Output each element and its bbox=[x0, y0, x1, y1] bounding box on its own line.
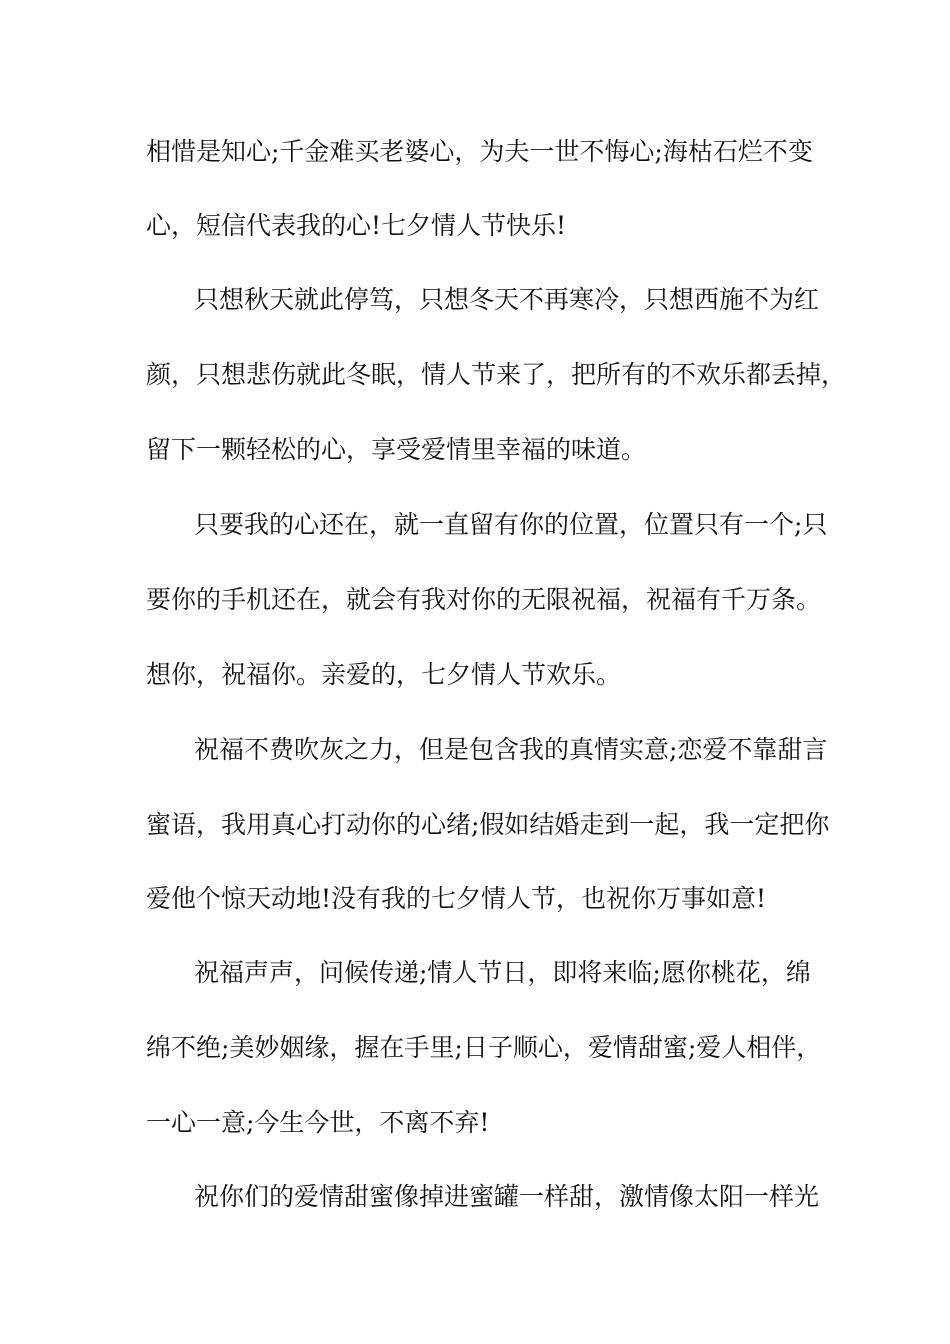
text-line: 想你，祝福你。亲爱的，七夕情人节欢乐。 bbox=[146, 660, 622, 689]
paragraph-start-line: 祝你们的爱情甜蜜像掉进蜜罐一样甜，激情像太阳一样光 bbox=[194, 1182, 820, 1211]
text-line: 颜，只想悲伤就此冬眠，情人节来了，把所有的不欢乐都丢掉， bbox=[146, 360, 847, 389]
text-line: 留下一颗轻松的心，享受爱情里幸福的味道。 bbox=[146, 435, 647, 464]
paragraph-start-line: 祝福声声，问候传递;情人节日，即将来临;愿你桃花，绵 bbox=[194, 958, 811, 987]
text-line: 相惜是知心;千金难买老婆心，为夫一世不悔心;海枯石烂不变 bbox=[146, 137, 813, 166]
text-line: 爱他个惊天动地!没有我的七夕情人节，也祝你万事如意! bbox=[146, 884, 767, 913]
text-line: 心，短信代表我的心!七夕情人节快乐! bbox=[146, 211, 567, 240]
paragraph-start-line: 祝福不费吹灰之力，但是包含我的真情实意;恋爱不靠甜言 bbox=[194, 735, 828, 764]
text-line: 要你的手机还在，就会有我对你的无限祝福，祝福有千万条。 bbox=[146, 585, 822, 614]
text-line: 蜜语，我用真心打动你的心绪;假如结婚走到一起，我一定把你 bbox=[146, 810, 830, 839]
text-line: 一心一意;今生今世，不离不弃! bbox=[146, 1108, 490, 1137]
paragraph-start-line: 只想秋天就此停笃，只想冬天不再寒冷，只想西施不为红 bbox=[194, 285, 820, 314]
text-line: 绵不绝;美妙姻缘，握在手里;日子顺心，爱情甜蜜;爱人相伴， bbox=[146, 1033, 822, 1062]
paragraph-start-line: 只要我的心还在，就一直留有你的位置，位置只有一个;只 bbox=[194, 510, 828, 539]
